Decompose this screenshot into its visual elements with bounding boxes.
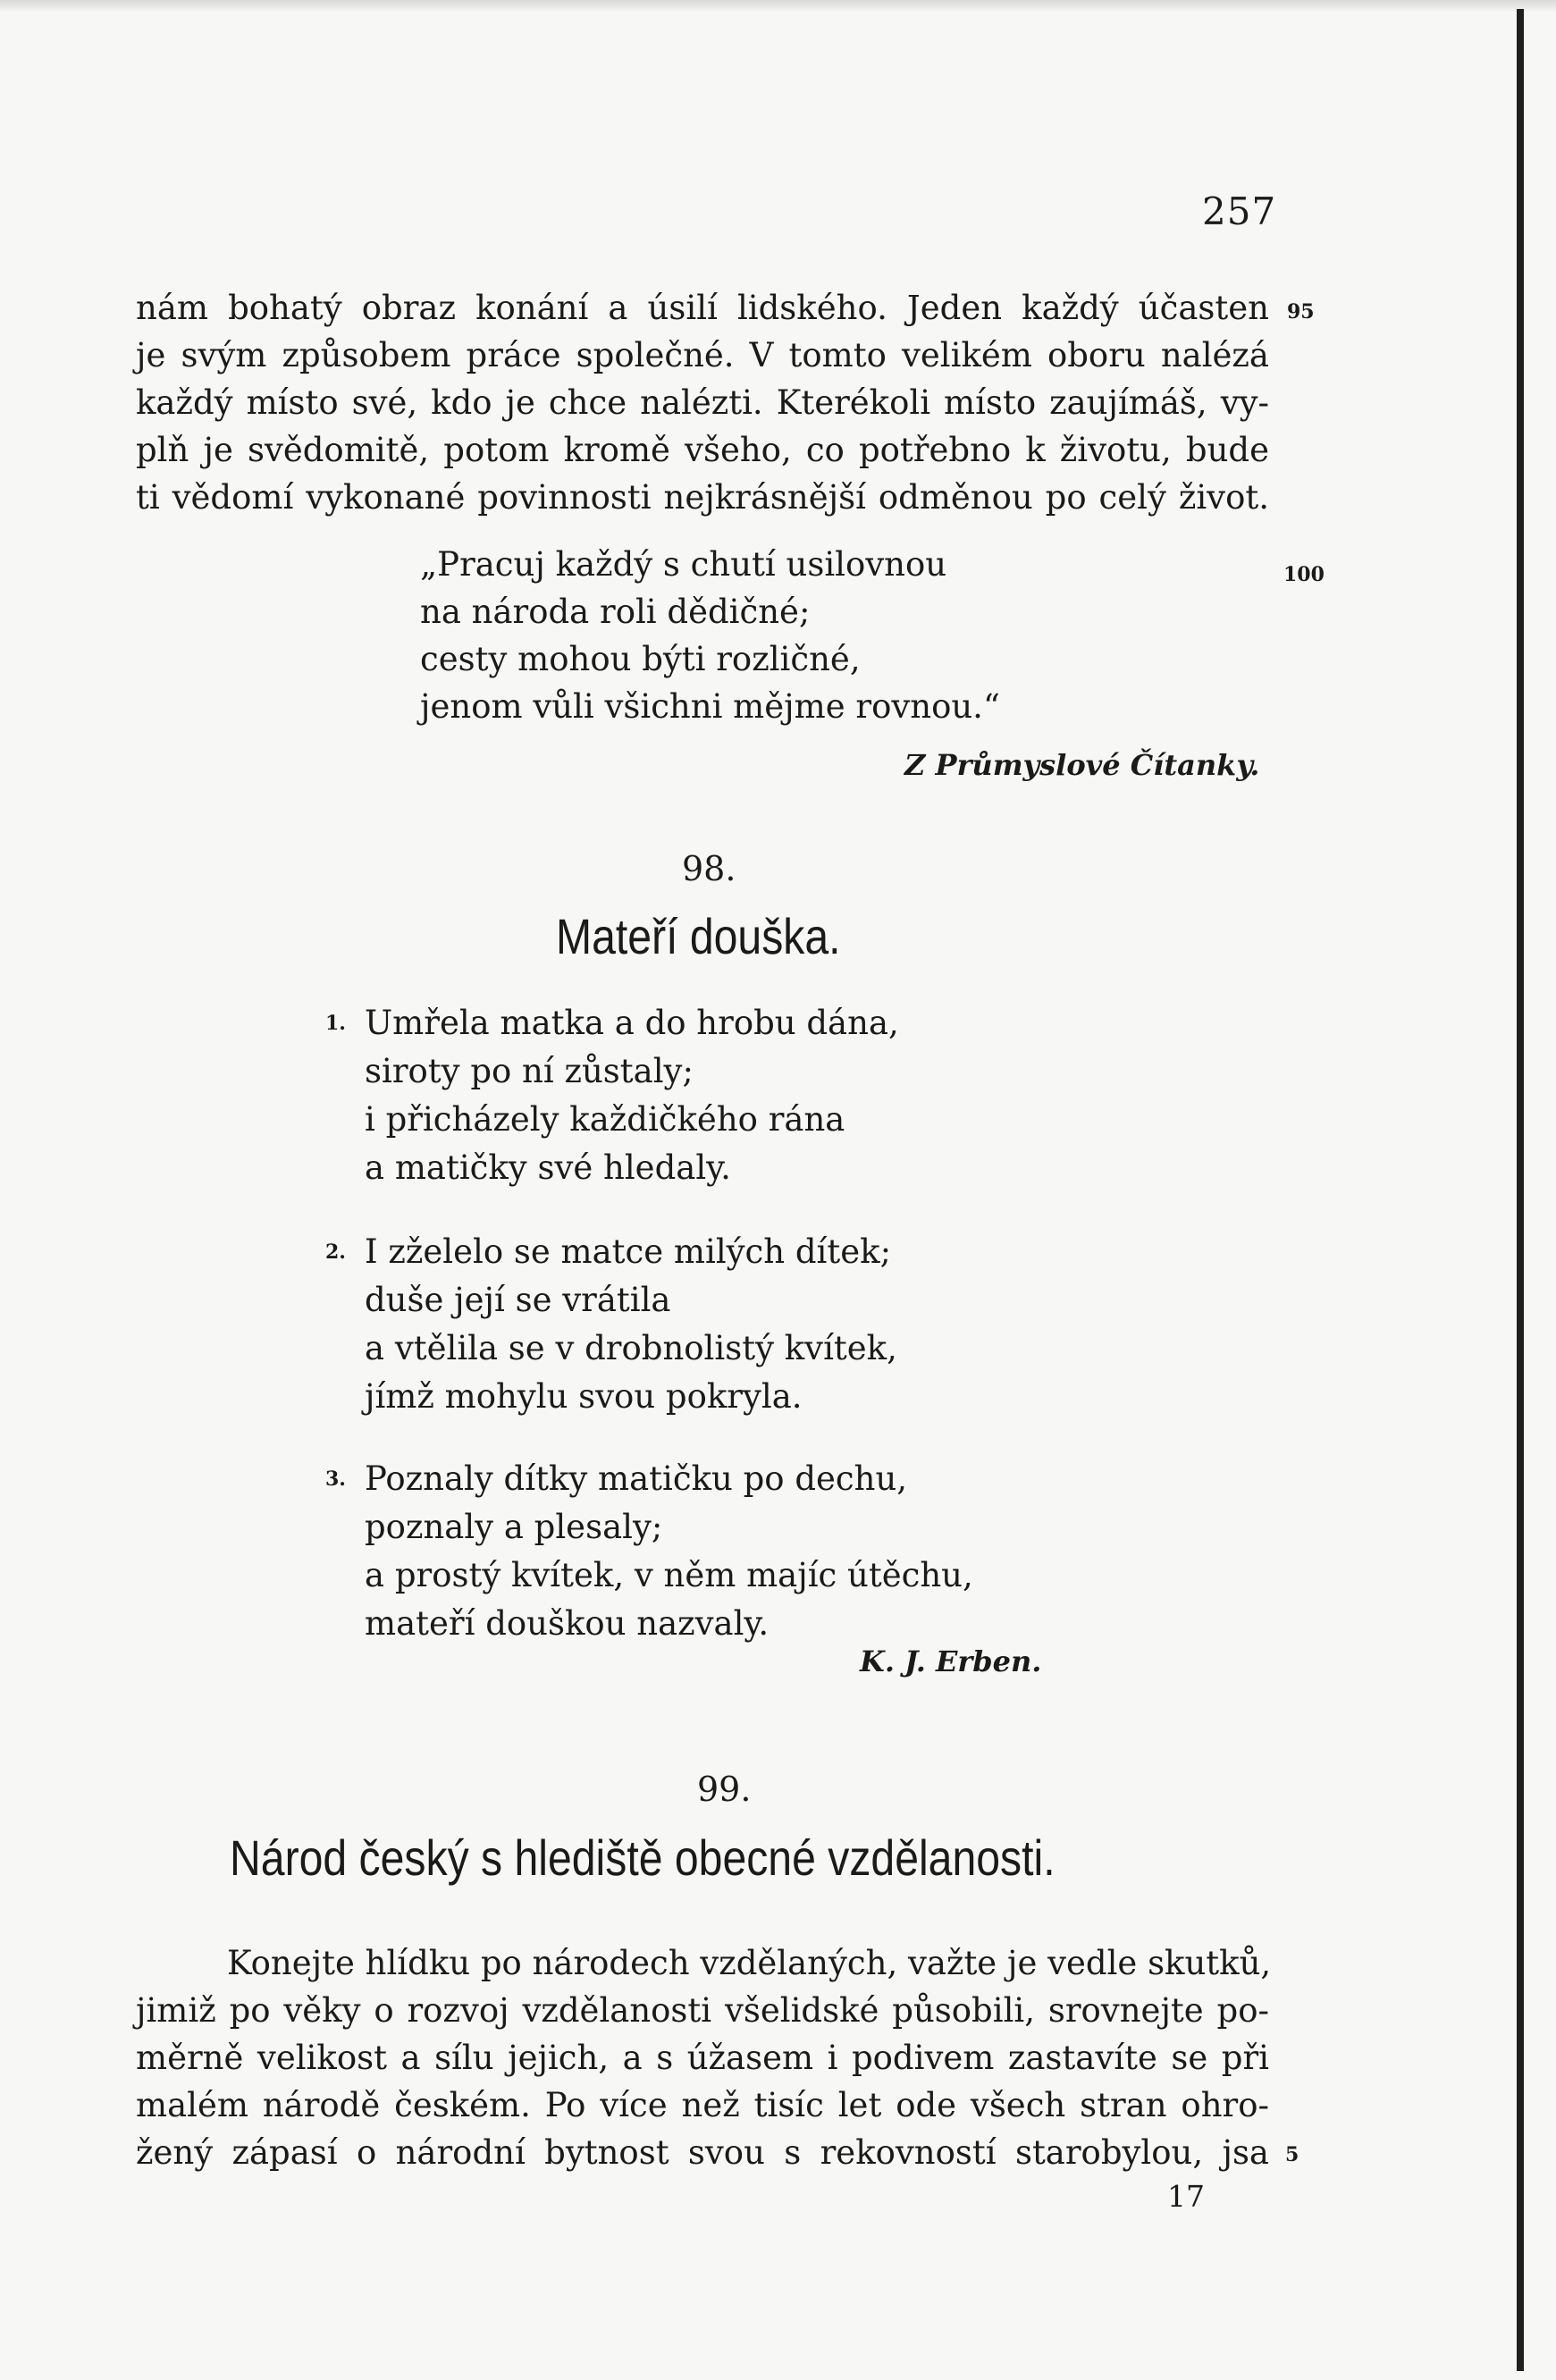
stanza-line: a matičky své hledaly. — [365, 1148, 731, 1187]
signature-mark: 17 — [1167, 2179, 1205, 2214]
page-number: 257 — [1202, 189, 1277, 233]
stanza-line: Poznaly dítky matičku po dechu, — [365, 1459, 908, 1498]
stanza-3 — [325, 1455, 973, 1648]
paragraph-line: jimiž po věky o rozvoj vzdělanosti všelidské působili, srovnejte po- — [136, 1991, 1269, 2030]
poem-title: Mateří douška. — [556, 908, 841, 964]
section-number: 99. — [697, 1770, 752, 1809]
stanza-line: Umřela matka a do hrobu dána, — [365, 1004, 899, 1042]
paragraph-top — [136, 284, 1269, 521]
stanza-line: a prostý kvítek, v něm majíc útěchu, — [365, 1556, 973, 1594]
stanza-line: i přicházely každičkého rána — [365, 1100, 845, 1139]
paragraph-line: ti vědomí vykonané povinnosti nejkrásnější odměnou po celý život. — [136, 478, 1269, 517]
stanza-line: a vtělila se v drobnolistý kvítek, — [365, 1329, 897, 1367]
quote-line: cesty mohou býti rozličné, — [420, 640, 861, 678]
stanza-line: duše její se vrátila — [365, 1281, 671, 1319]
stanza-line: siroty po ní zůstaly; — [365, 1052, 694, 1090]
stanza-2 — [325, 1228, 897, 1421]
page-top-shadow — [0, 0, 1556, 13]
stanza-line: I zželelo se matce milých dítek; — [365, 1232, 892, 1271]
paragraph-line: nám bohatý obraz konání a úsilí lidského. Jeden každý účasten — [136, 289, 1269, 327]
paragraph-line: měrně velikost a sílu jejich, a s úžasem i podivem zastavíte se při — [136, 2039, 1269, 2077]
paragraph-section-99 — [136, 1939, 1272, 2176]
stanza-line: jímž mohylu svou pokryla. — [365, 1377, 803, 1416]
paragraph-line: plň je svědomitě, potom kromě všeho, co potřebno k životu, bude — [136, 431, 1269, 469]
poem-author: K. J. Erben. — [860, 1644, 1042, 1678]
paragraph-line: Konejte hlídku po národech vzdělaných, važte je vedle skutků, — [227, 1944, 1272, 1982]
quote-line: na národa roli dědičné; — [420, 593, 811, 631]
stanza-number: 1. — [325, 1012, 346, 1035]
stanza-1 — [325, 999, 899, 1192]
section-number: 98. — [682, 849, 736, 888]
margin-line-number: 95 — [1287, 300, 1315, 324]
paragraph-line: žený zápasí o národní bytnost svou s rekovností starobylou, jsa — [136, 2133, 1269, 2172]
quote-line: jenom vůli všichni mějme rovnou.“ — [420, 687, 1000, 726]
margin-line-number: 5 — [1285, 2143, 1299, 2166]
stanza-number: 3. — [325, 1468, 346, 1491]
stanza-line: mateří douškou nazvaly. — [365, 1604, 770, 1643]
paragraph-line: malém národě českém. Po více než tisíc let ode všech stran ohro- — [136, 2086, 1269, 2124]
quote-source: Z Průmyslové Čítanky. — [904, 748, 1260, 782]
page-right-edge — [1517, 9, 1524, 2371]
quote-line: „Pracuj každý s chutí usilovnou — [420, 545, 947, 584]
stanza-line: poznaly a plesaly; — [365, 1508, 663, 1546]
paragraph-line: je svým způsobem práce společné. V tomto velikém oboru nalézá — [136, 336, 1269, 374]
margin-line-number: 100 — [1283, 563, 1325, 586]
section-title: Národ český s hlediště obecné vzdělanosti. — [230, 1829, 1056, 1886]
stanza-number: 2. — [325, 1240, 346, 1264]
paragraph-line: každý místo své, kdo je chce nalézti. Kterékoli místo zaujímáš, vy- — [136, 383, 1269, 422]
quote-verse — [420, 541, 1000, 730]
